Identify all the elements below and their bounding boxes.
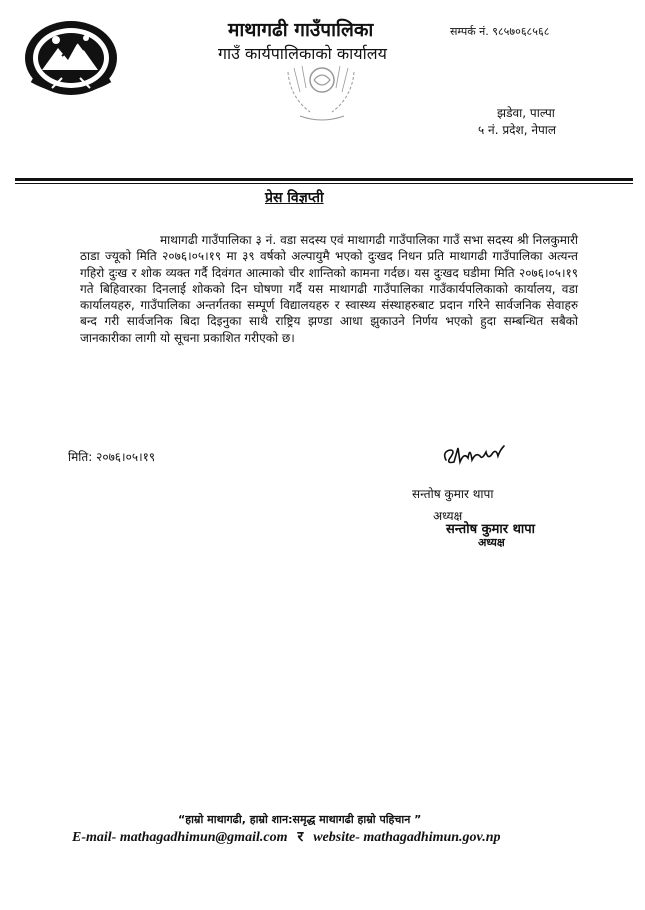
address-line-2: ५ नं. प्रदेश, नेपाल <box>478 123 557 137</box>
footer-email: E-mail- mathagadhimun@gmail.com <box>72 830 288 845</box>
footer-separator: र <box>297 830 304 845</box>
stamp-name: सन्तोष कुमार थापा <box>446 522 536 537</box>
footer-slogan: “हाम्रो माथागढी, हाम्रो शान:समृद्ध माथागढी हाम्रो पहिचान ” <box>178 813 422 826</box>
office-seal-icon <box>270 62 370 124</box>
address-line-1: झडेवा, पाल्पा <box>497 106 555 120</box>
footer-contact <box>72 827 501 846</box>
office-name: गाउँ कार्यपालिकाको कार्यालय <box>218 44 387 63</box>
signature-icon <box>440 438 510 468</box>
signer-name: सन्तोष कुमार थापा <box>412 487 494 501</box>
notice-body: माथागढी गाउँपालिका ३ नं. वडा सदस्य एवं माथागढी गाउँपालिका गाउँ सभा सदस्य श्री निलकुमारी ठाडा ज्यूको मिति २०७६।०५।१९ मा ३९ वर्षको अल्पायुमै भएको दुःखद निधन प्रति माथागढी गाउँपालिका अत्यन्त गहिरो दुःख र शोक व्यक्त गर्दै दिवंगत आत्माको चीर शान्तिको कामना गर्दछ। यस दुःखद घडीमा मिति २०७६।०५।१९ गते बिहिवारका दिनलाई शोकको दिन घोषणा गर्दै यस माथागढी गाउँपालिका गाउँकार्यपलिकाको कार्यालय, वडा कार्यालयहरु, गाउँपालिका अन्तर्गतका सम्पूर्ण विद्यालयहरु र स्वास्थ्य संस्थाहरुबाट प्रदान गरिने सार्वजनिक सेवाहरु बन्द गरी सार्वजनिक बिदा दिइनुका साथै राष्ट्रिय झण्डा आधा झुकाउने निर्णय भएको हुदा सम्बन्धित सबैको जानकारीका लागी यो सूचना प्रकाशित गरीएको छ। <box>80 233 578 345</box>
footer-website: website- mathagadhimun.gov.np <box>313 830 501 845</box>
contact-number: सम्पर्क नं. ९८५७०६८५६८ <box>450 25 550 38</box>
header-divider <box>15 178 633 181</box>
stamp-title: अध्यक्ष <box>478 536 505 549</box>
header-divider-thin <box>15 183 633 184</box>
nepal-emblem-icon <box>22 18 120 98</box>
notice-title: प्रेस विज्ञप्ती <box>265 190 324 206</box>
notice-date: मिति: २०७६।०५।१९ <box>68 450 156 464</box>
org-name: माथागढी गाउँपालिका <box>228 19 374 41</box>
signer-title: अध्यक्ष <box>433 509 463 523</box>
